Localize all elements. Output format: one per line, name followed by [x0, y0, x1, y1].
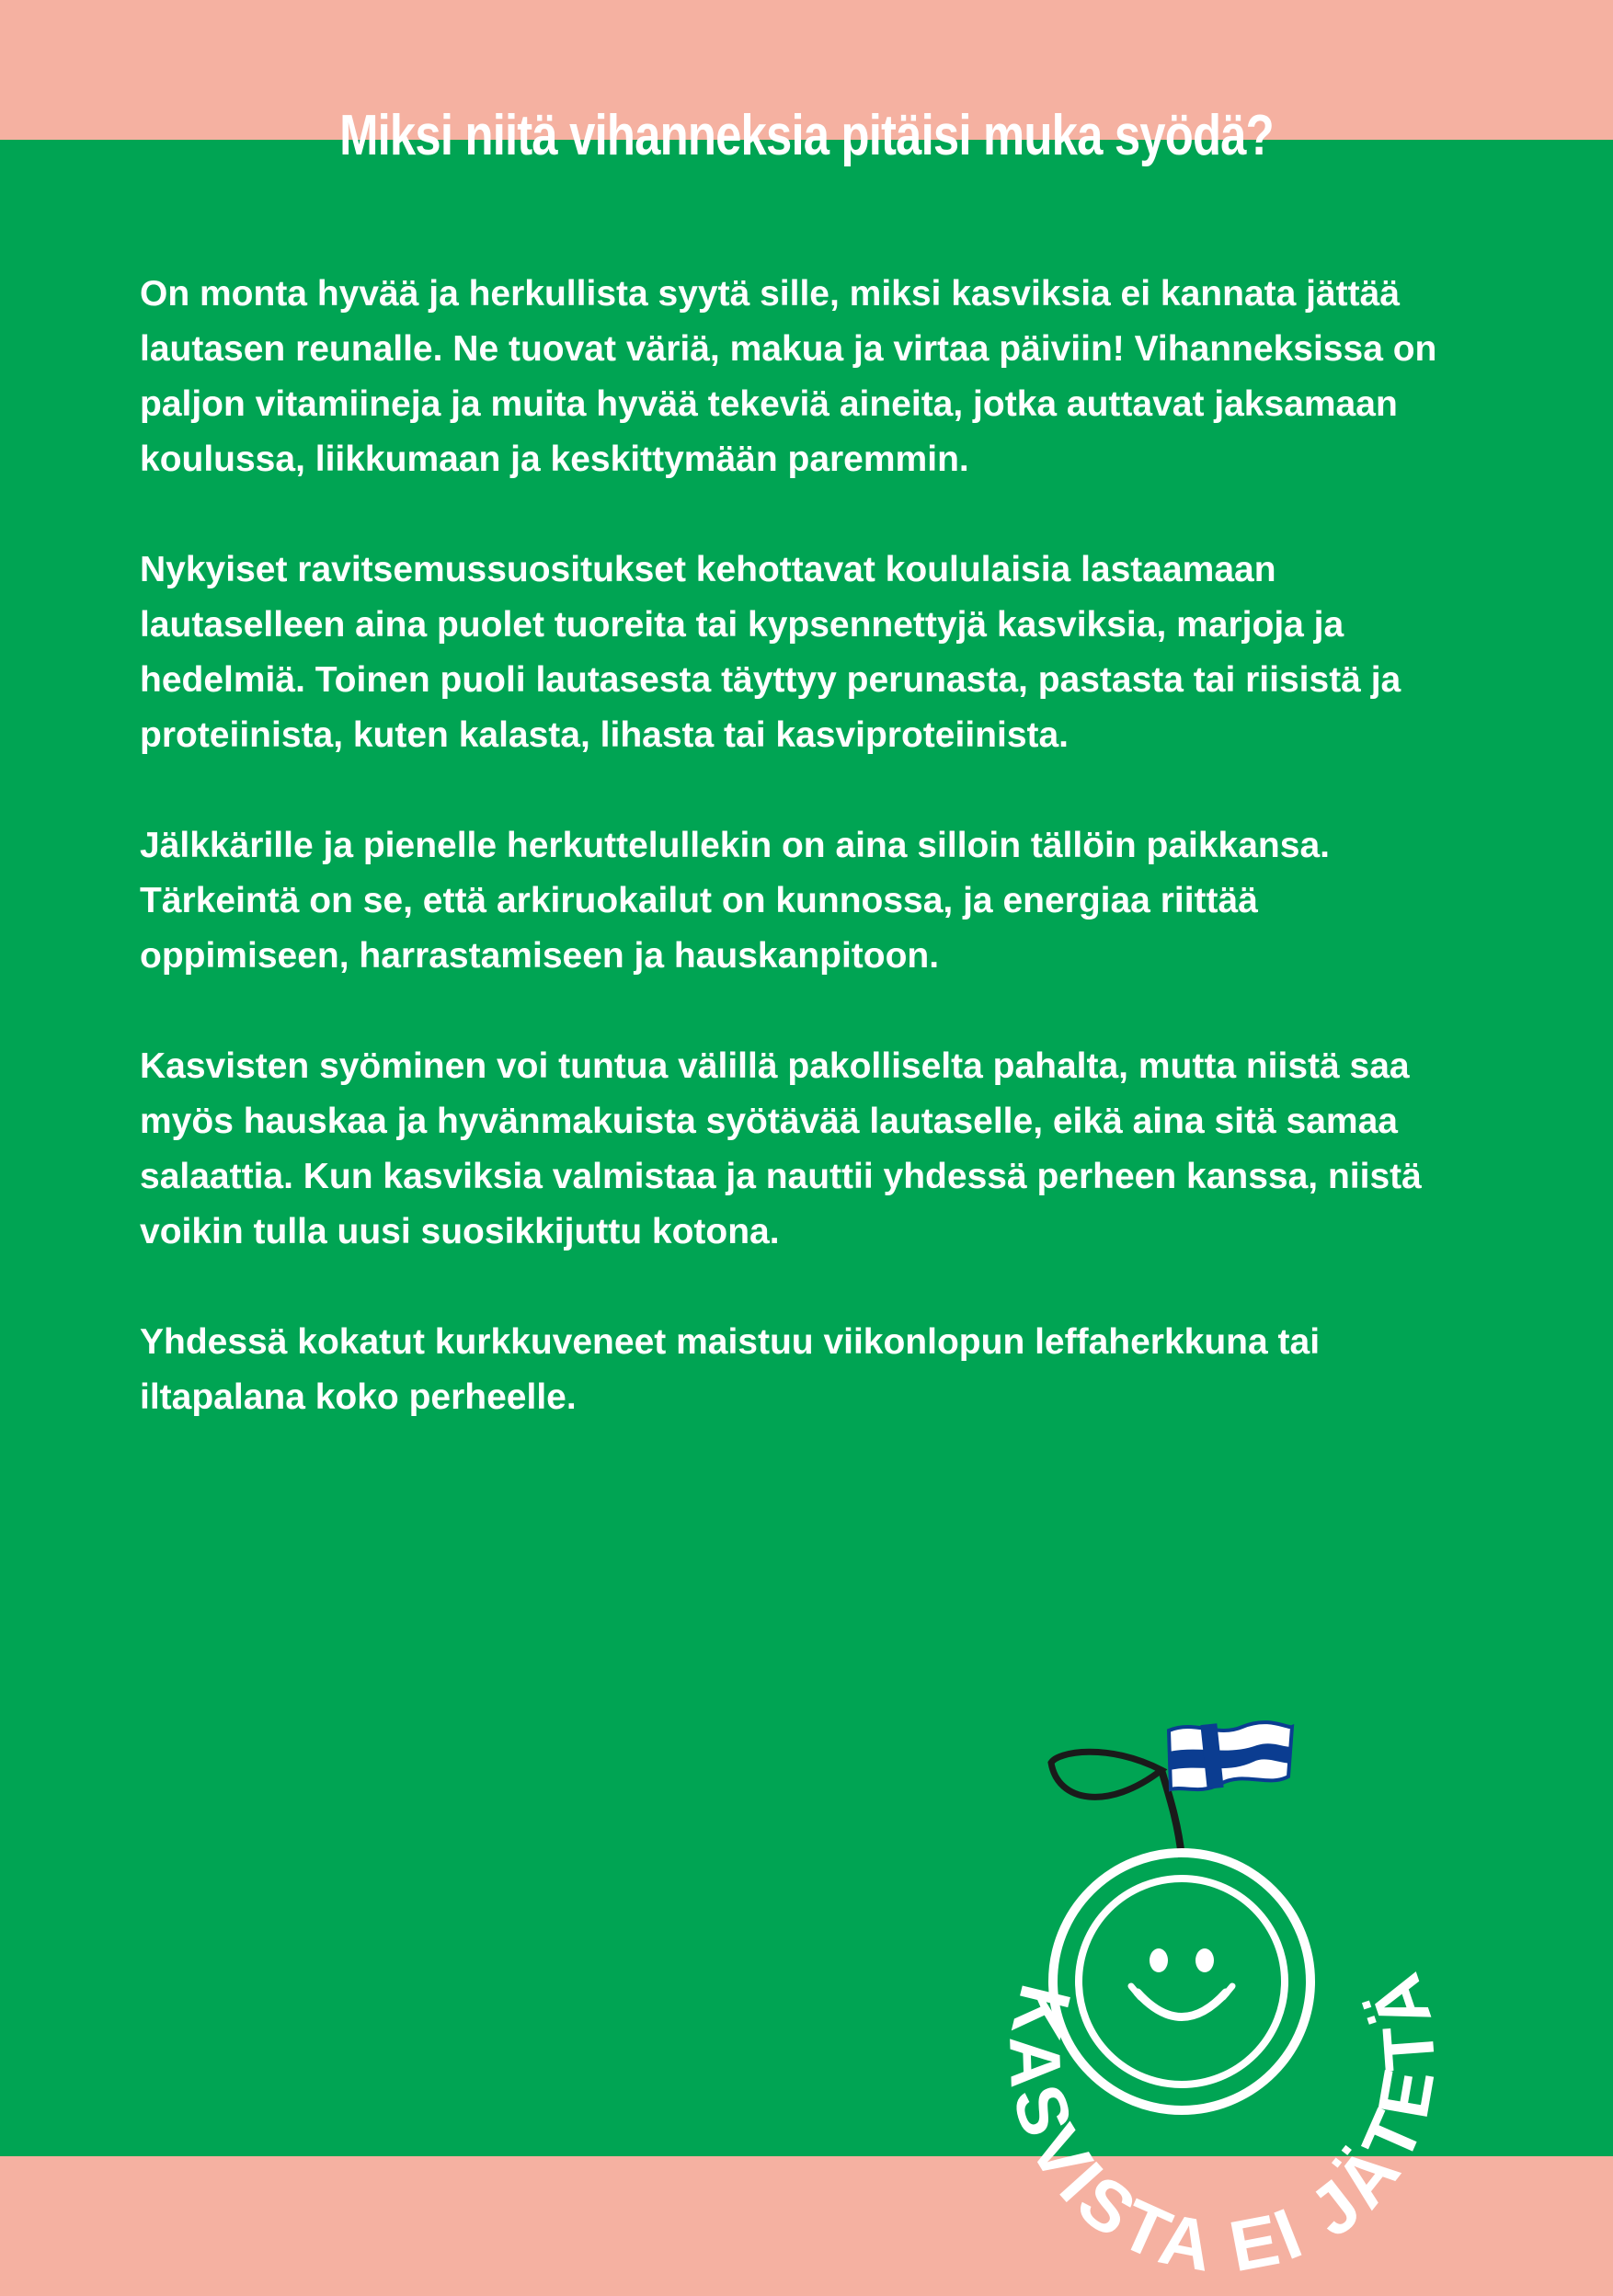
kasvista-ei-jateta-logo: [897, 1582, 1467, 2288]
page-title: Miksi niitä vihanneksia pitäisi muka syödä?: [339, 104, 1274, 167]
paragraph-2: Nykyiset ravitsemussuositukset kehottavat koululaisia lastaamaan lautaselleen aina puolet tuoreita tai kypsennettyjä kasviksia, marjoja ja hedelmiä. Toinen puoli lautasesta täyttyy perunasta, pastasta tai riisistä ja proteiinista, kuten kalasta, lihasta tai kasviproteiinista.: [140, 550, 1401, 755]
smiley-icon: [1131, 1948, 1232, 2017]
logo-ring: [1053, 1853, 1310, 2110]
paragraph-4: Kasvisten syöminen voi tuntua välillä pakolliselta pahalta, mutta niistä saa myös hauskaa ja hyvänmakuista syötävää lautaselle, eikä aina sitä samaa salaattia. Kun kasviksia valmistaa ja nauttii yhdessä perheen kanssa, niistä voikin tulla uusi suosikkijuttu kotona.: [140, 1046, 1422, 1251]
logo-text: KASVISTA EI JÄTETÄ: [994, 1959, 1451, 2288]
paragraph-3: Jälkkärille ja pienelle herkuttelullekin on aina silloin tällöin paikkansa. Tärkeintä on se, että arkiruokailut on kunnossa, ja energiaa riittää oppimiseen, harrastamiseen ja hauskanpitoon.: [140, 826, 1330, 976]
leaf-icon: [1051, 1752, 1161, 1797]
logo-inner-ring: [1079, 1879, 1285, 2085]
paragraph-1: On monta hyvää ja herkullista syytä sille, miksi kasviksia ei kannata jättää lautasen reunalle. Ne tuovat väriä, makua ja virtaa päiviin! Vihanneksissa on paljon vitamiineja ja muita hyvää tekeviä aineita, jotka auttavat jaksamaan koulussa, liikkumaan ja keskittymään paremmin.: [140, 274, 1437, 479]
finnish-flag-icon: [1169, 1722, 1292, 1789]
article-body: [140, 267, 1473, 1480]
paragraph-5: Yhdessä kokatut kurkkuveneet maistuu viikonlopun leffaherkkuna tai iltapalana koko perheelle.: [140, 1322, 1321, 1417]
